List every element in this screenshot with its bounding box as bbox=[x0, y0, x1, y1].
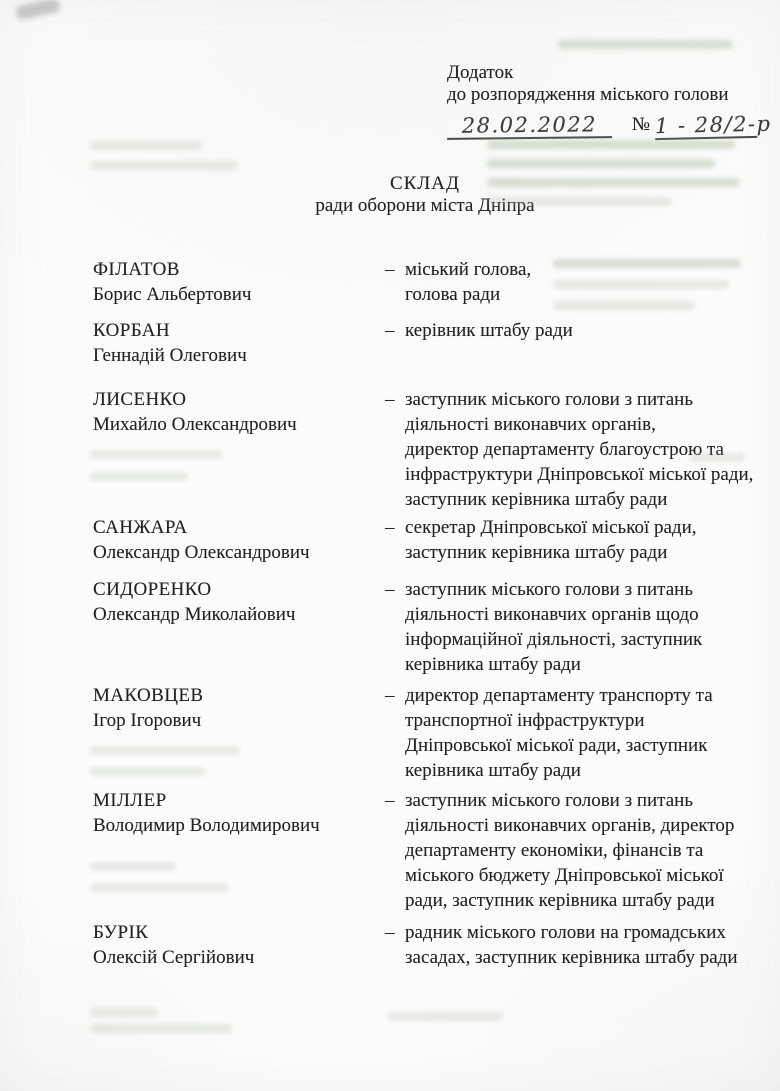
member-row bbox=[93, 515, 753, 565]
bleed-through-artifact bbox=[553, 259, 741, 310]
member-duties bbox=[405, 683, 713, 783]
member-duties bbox=[405, 515, 697, 565]
dash: – bbox=[385, 320, 395, 341]
duty-line: радник міського голови на громадських bbox=[405, 922, 726, 943]
bleed-through-artifact bbox=[690, 453, 745, 462]
member-row bbox=[93, 788, 753, 913]
bleed-through-artifact bbox=[90, 141, 238, 170]
member-duty-block bbox=[385, 920, 753, 970]
bleed-through-artifact bbox=[487, 140, 739, 206]
duty-line: заступник міського голови з питань bbox=[405, 579, 693, 600]
member-duties bbox=[405, 577, 702, 677]
duty-line: директор департаменту благоустрою та bbox=[405, 439, 724, 460]
member-name-block bbox=[93, 257, 385, 307]
duty-line: заступник міського голови з питань bbox=[405, 389, 693, 410]
bleed-through-artifact bbox=[388, 1012, 503, 1021]
member-name-block bbox=[93, 318, 385, 368]
member-name-block bbox=[93, 577, 385, 677]
annex-line-2: до розпорядження міського голови bbox=[447, 84, 729, 105]
duty-line: засадах, заступник керівника штабу ради bbox=[405, 947, 738, 968]
member-duties bbox=[405, 920, 738, 970]
member-duty-block bbox=[385, 318, 753, 368]
member-duties bbox=[405, 318, 573, 368]
member-surname: ФІЛАТОВ bbox=[93, 259, 180, 280]
document-title: СКЛАД bbox=[390, 173, 460, 194]
dash: – bbox=[385, 922, 395, 943]
annex-reference-line bbox=[447, 109, 772, 139]
dash: – bbox=[385, 517, 395, 538]
bleed-through-artifact bbox=[90, 1008, 232, 1033]
member-name: Ігор Ігорович bbox=[93, 710, 202, 731]
dash: – bbox=[385, 790, 395, 811]
duty-line: директор департаменту транспорту та bbox=[405, 685, 713, 706]
duty-line: департаменту економіки, фінансів та bbox=[405, 840, 704, 861]
member-row bbox=[93, 318, 753, 368]
member-name: Олександр Олександрович bbox=[93, 542, 310, 563]
member-duties bbox=[405, 387, 753, 512]
member-row bbox=[93, 920, 753, 970]
member-duty-block bbox=[385, 683, 753, 783]
member-duty-block bbox=[385, 387, 753, 512]
duty-line: секретар Дніпровської міської ради, bbox=[405, 517, 697, 538]
member-surname: МІЛЛЕР bbox=[93, 790, 167, 811]
member-surname: КОРБАН bbox=[93, 320, 170, 341]
handwritten-date: 28.02.2022 bbox=[447, 113, 612, 140]
member-surname: МАКОВЦЕВ bbox=[93, 685, 204, 706]
annex-block bbox=[447, 62, 772, 139]
member-surname: БУРІК bbox=[93, 922, 149, 943]
duty-line: Дніпровської міської ради, заступник bbox=[405, 735, 708, 756]
member-duty-block bbox=[385, 515, 753, 565]
member-surname: ЛИСЕНКО bbox=[93, 389, 187, 410]
member-name: Михайло Олександрович bbox=[93, 414, 297, 435]
member-surname: СИДОРЕНКО bbox=[93, 579, 212, 600]
duty-line: діяльності виконавчих органів щодо bbox=[405, 604, 699, 625]
duty-line: міського бюджету Дніпровської міської bbox=[405, 865, 724, 886]
member-surname: САНЖАРА bbox=[93, 517, 188, 538]
handwritten-number: 1 - 28/2-р bbox=[654, 111, 772, 139]
bleed-through-artifact bbox=[558, 40, 733, 49]
bleed-through-artifact bbox=[90, 746, 240, 776]
dash: – bbox=[385, 579, 395, 600]
dash: – bbox=[385, 259, 395, 280]
bleed-through-artifact bbox=[90, 862, 228, 892]
bleed-through-artifact bbox=[90, 450, 222, 481]
duty-line: транспортної інфраструктури bbox=[405, 710, 645, 731]
duty-line: керівник штабу ради bbox=[405, 320, 573, 341]
duty-line: заступник керівника штабу ради bbox=[405, 542, 668, 563]
duty-line: заступник міського голови з питань bbox=[405, 790, 693, 811]
duty-line: міський голова, bbox=[405, 259, 532, 280]
member-duties bbox=[405, 257, 531, 307]
duty-line: керівника штабу ради bbox=[405, 654, 581, 675]
member-name-block bbox=[93, 515, 385, 565]
duty-line: діяльності виконавчих органів, bbox=[405, 414, 656, 435]
member-name-block bbox=[93, 920, 385, 970]
duty-line: інфраструктури Дніпровської міської ради, bbox=[405, 464, 754, 485]
member-duty-block bbox=[385, 577, 753, 677]
dash: – bbox=[385, 389, 395, 410]
duty-line: голова ради bbox=[405, 284, 501, 305]
duty-line: заступник керівника штабу ради bbox=[405, 489, 668, 510]
duty-line: діяльності виконавчих органів, директор bbox=[405, 815, 735, 836]
member-name: Володимир Володимирович bbox=[93, 815, 320, 836]
member-name: Олексій Сергійович bbox=[93, 947, 255, 968]
scan-corner-mark bbox=[15, 0, 61, 20]
document-subtitle: ради оборони міста Дніпра bbox=[315, 195, 535, 216]
member-duty-block bbox=[385, 788, 753, 913]
duty-line: керівника штабу ради bbox=[405, 760, 581, 781]
member-name: Геннадій Олегович bbox=[93, 345, 247, 366]
member-name: Борис Альбертович bbox=[93, 284, 252, 305]
member-name-block bbox=[93, 788, 385, 913]
dash: – bbox=[385, 685, 395, 706]
member-name: Олександр Миколайович bbox=[93, 604, 296, 625]
member-row bbox=[93, 577, 753, 677]
duty-line: інформаційної діяльності, заступник bbox=[405, 629, 703, 650]
annex-line-1: Додаток bbox=[447, 62, 514, 83]
number-sign: № bbox=[631, 114, 650, 135]
duty-line: ради, заступник керівника штабу ради bbox=[405, 890, 715, 911]
member-duties bbox=[405, 788, 734, 913]
